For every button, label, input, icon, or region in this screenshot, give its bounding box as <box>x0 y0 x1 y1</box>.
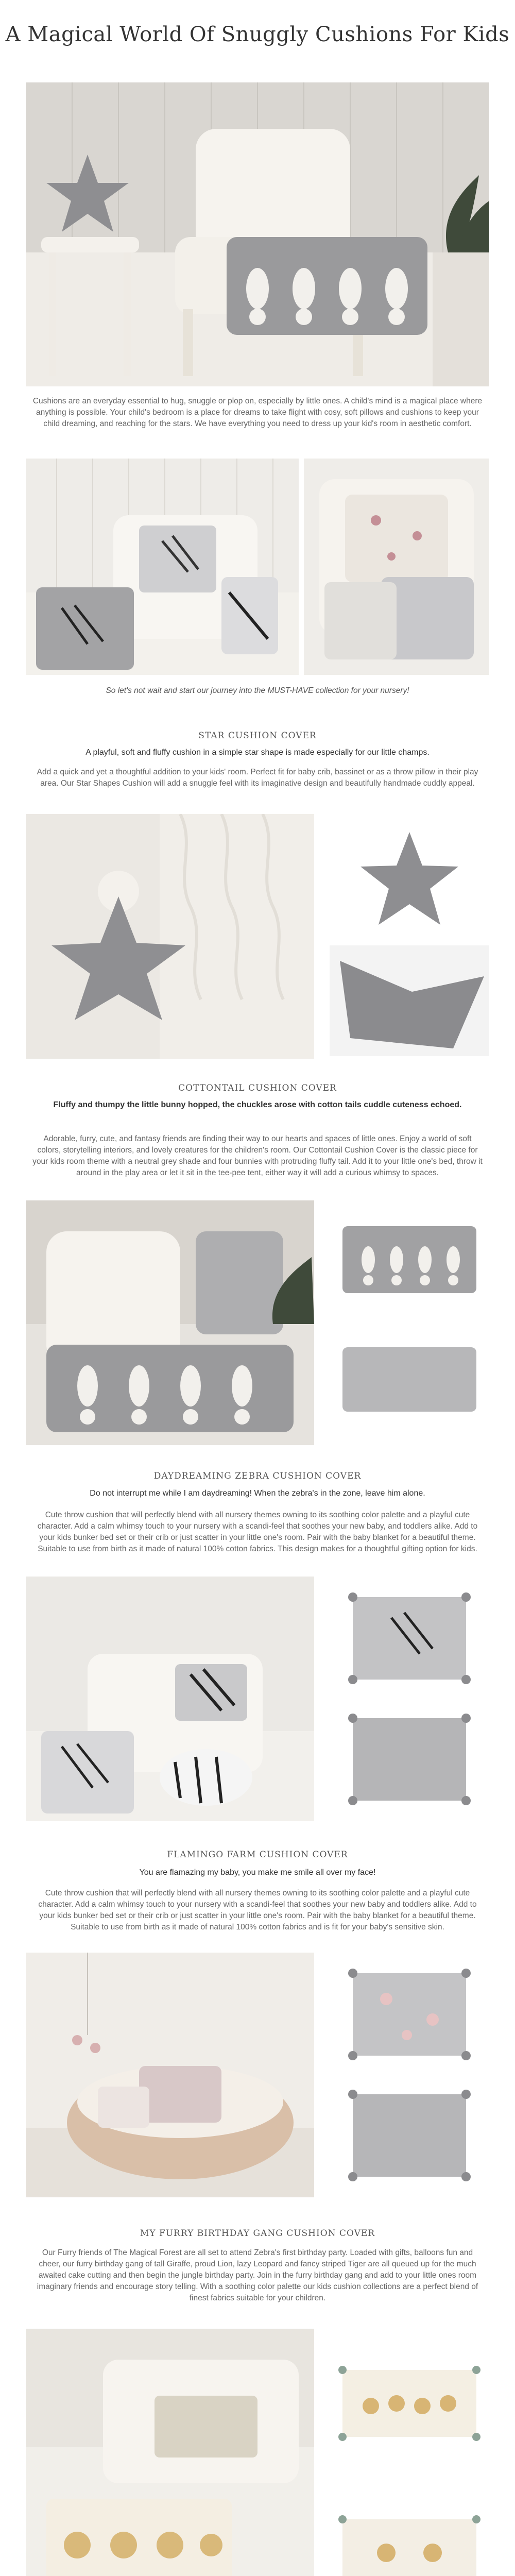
furry-birthday-front-image <box>330 2339 489 2463</box>
flamingo-back-image <box>330 2079 489 2192</box>
cottontail-front-image <box>330 1206 489 1314</box>
zebra-room-image <box>26 459 299 675</box>
section-body-flamingo: Cute throw cushion that will perfectly blend with all nursery themes owning to its soothing color palette and a playful cute character. Add a calm whimsy touch to your nursery with a scandi-feel that soothes your new baby and toddlers alike. Add to your kids bunker bed set or their crib or just scatter in your little one's room. Pair with the baby blanket for a beautiful theme. Suitable to use from birth as it made of natural 100% cotton fabrics and is fit for your baby's sensitive skin. <box>38 1889 477 1931</box>
section-title-cottontail: COTTONTAIL CUSHION COVER <box>178 1083 337 1093</box>
page-title: A Magical World Of Snuggly Cushions For Kids <box>5 23 510 46</box>
section-title-star: STAR CUSHION COVER <box>198 731 317 741</box>
zebra-lifestyle-image <box>26 1577 314 1821</box>
lead-in-text: So let's not wait and start our journey into the MUST-HAVE collection for your nursery! <box>106 686 409 695</box>
cottontail-lifestyle-image <box>26 1200 314 1445</box>
section-body-star: Add a quick and yet a thoughtful addition to your kids' room. Perfect fit for baby crib, bassinet or as a throw pillow in their play area. Our Star Shapes Cushion will add a snuggle feel with its imaginative design and beautifully handmade cuddly appeal. <box>37 768 478 788</box>
star-cushion-detail-image <box>330 945 489 1056</box>
furry-birthday-lifestyle-image <box>26 2329 314 2576</box>
section-tagline-zebra: Do not interrupt me while I am daydreaming! When the zebra's in the zone, leave him alone. <box>90 1489 425 1498</box>
section-title-furry-birthday: MY FURRY BIRTHDAY GANG CUSHION COVER <box>140 2228 375 2239</box>
section-title-flamingo: FLAMINGO FARM CUSHION COVER <box>167 1850 348 1860</box>
flamingo-front-image <box>330 1958 489 2071</box>
section-title-zebra: DAYDREAMING ZEBRA CUSHION COVER <box>153 1471 362 1481</box>
section-body-cottontail: Adorable, furry, cute, and fantasy friends are finding their way to our hearts and spaces of little ones. Enjoy a world of soft colors, storytelling interiors, and lovely creatures for the children's room. Our Cottontail Cushion Cover is the classic piece for your kids room theme with a neutral grey shade and four bunnies with protruding fluffy tail. Add it to your little one's bed, throw it around in the play area or let it sit in the tee-pee tent, either way it will add a curious whimsy to spaces. <box>32 1134 483 1177</box>
section-tagline-star: A playful, soft and fluffy cushion in a simple star shape is made especially for our little champs. <box>85 748 430 757</box>
flamingo-lifestyle-image <box>26 1953 314 2197</box>
section-body-zebra: Cute throw cushion that will perfectly blend with all nursery themes owning to its soothing color palette and a playful cute character. Add a calm whimsy touch to your nursery with a scandi-feel that soothes your new baby, and toddlers alike. Add to your kids bunker bed set or their crib or just scatter in your little one's room. Pair with the baby blanket for a beautiful theme. Suitable to use from birth as it made of natural 100% cotton fabrics. This design makes for a thoughtful gifting option for kids. <box>37 1511 478 1553</box>
section-tagline-flamingo: You are flamazing my baby, you make me smile all over my face! <box>139 1868 376 1877</box>
intro-paragraph: Cushions are an everyday essential to hug, snuggle or plop on, especially by little ones. A child's mind is a magical place where anything is possible. Your child's bedroom is a place for dreams to take flight with cosy, soft pillows and cushions to keep your child dreaming, and reaching for the stars. We have everything you need to dress up your kid's room in aesthetic comfort. <box>32 397 483 428</box>
zebra-back-image <box>330 1703 489 1816</box>
section-tagline-cottontail: Fluffy and thumpy the little bunny hopped, the chuckles arose with cotton tails cuddle cuteness echoed. <box>53 1100 462 1109</box>
cottontail-back-image <box>330 1324 489 1432</box>
floral-cushion-image <box>304 459 489 675</box>
star-cushion-front-image <box>330 819 489 938</box>
zebra-front-image <box>330 1582 489 1695</box>
furry-birthday-back-image <box>330 2488 489 2576</box>
section-body-furry-birthday: Our Furry friends of The Magical Forest are all set to attend Zebra's first birthday party. Loaded with gifts, balloons fun and cheer, our furry birthday gang of tall Giraffe, proud Lion, lazy Leopard and fancy striped Tiger are all queued up for the much awaited cake cutting and then begin the jungle birthday party. Join in the furry birthday gang and add to your little ones room imaginary friends and encourage story telling. With a soothing color palette our kids cushion collections are a perfect blend of finest fabrics suitable for your children. <box>37 2248 478 2302</box>
star-cushion-lifestyle-image <box>26 814 314 1059</box>
hero-image <box>26 82 489 386</box>
